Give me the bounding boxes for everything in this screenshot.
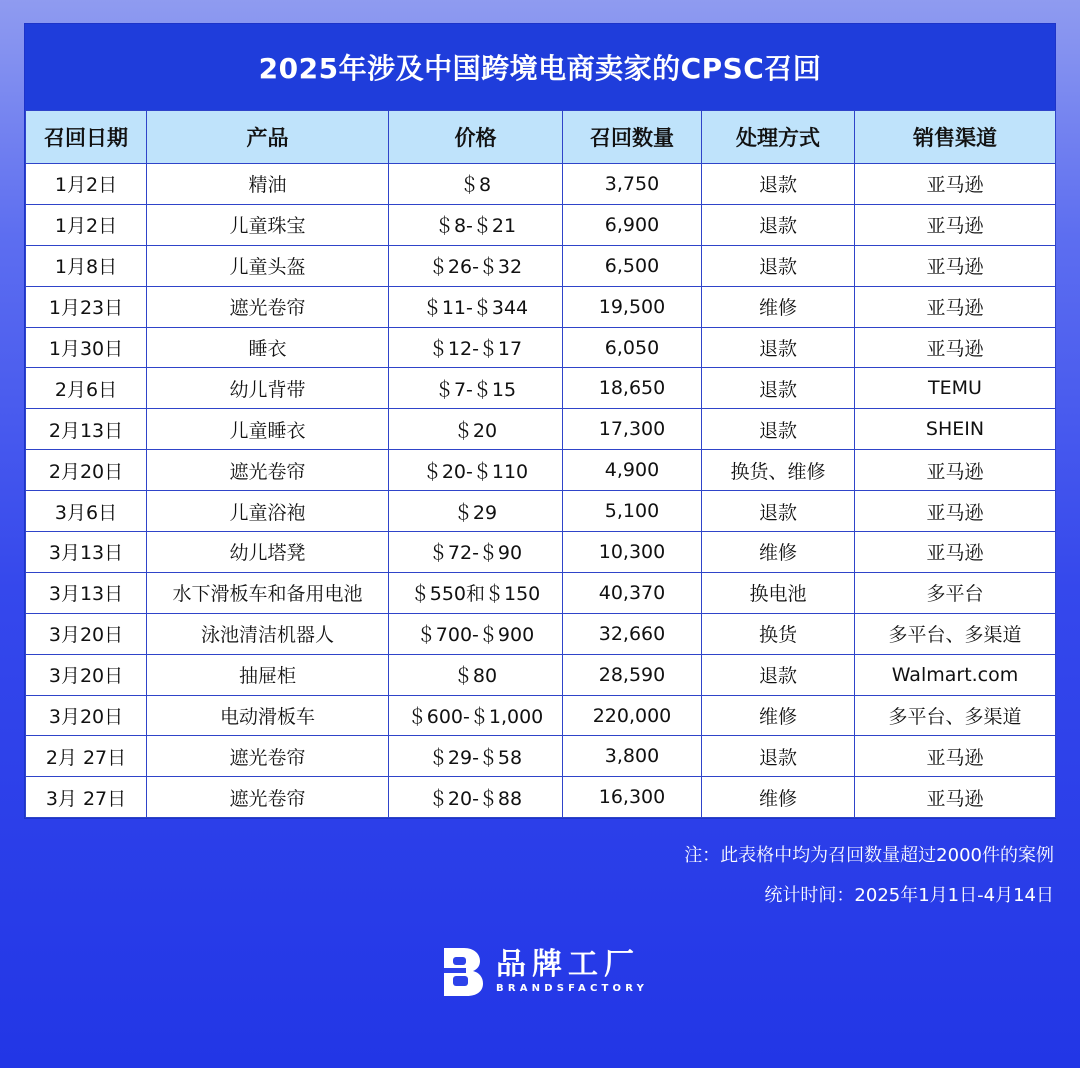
table-title: 2025年涉及中国跨境电商卖家的CPSC召回 [25, 24, 1055, 110]
notes [684, 836, 1054, 916]
cell-product: 抽屉柜 [147, 654, 389, 695]
cell-date: 3月20日 [26, 613, 147, 654]
cell-date: 3月20日 [26, 695, 147, 736]
cell-channel: 亚马逊 [855, 777, 1056, 818]
column-header-handling: 处理方式 [702, 111, 855, 164]
note-text: 注：此表格中均为召回数量超过2000件的案例 [684, 845, 1054, 866]
cell-product: 泳池清洁机器人 [147, 613, 389, 654]
cell-quantity: 4,900 [563, 450, 702, 491]
cell-date: 3月 27日 [26, 777, 147, 818]
cell-product: 儿童睡衣 [147, 409, 389, 450]
column-header-date: 召回日期 [26, 111, 147, 164]
cell-handling: 退款 [702, 491, 855, 532]
cell-price: ＄11-＄344 [389, 286, 563, 327]
cell-price: ＄29 [389, 491, 563, 532]
table-row [26, 532, 1056, 573]
cell-handling: 退款 [702, 409, 855, 450]
cell-price: ＄29-＄58 [389, 736, 563, 777]
cell-date: 3月13日 [26, 532, 147, 573]
cell-date: 2月20日 [26, 450, 147, 491]
cell-channel: 多平台、多渠道 [855, 613, 1056, 654]
table-row [26, 368, 1056, 409]
cell-product: 水下滑板车和备用电池 [147, 572, 389, 613]
cell-quantity: 16,300 [563, 777, 702, 818]
cell-product: 儿童珠宝 [147, 204, 389, 245]
cell-quantity: 17,300 [563, 409, 702, 450]
cell-handling: 换货 [702, 613, 855, 654]
cell-quantity: 10,300 [563, 532, 702, 573]
cell-price: ＄80 [389, 654, 563, 695]
cell-price: ＄20-＄88 [389, 777, 563, 818]
cell-price: ＄8 [389, 164, 563, 205]
cell-channel: 多平台 [855, 572, 1056, 613]
cell-product: 幼儿塔凳 [147, 532, 389, 573]
cell-quantity: 3,800 [563, 736, 702, 777]
cell-handling: 换电池 [702, 572, 855, 613]
table-row [26, 572, 1056, 613]
cell-quantity: 6,900 [563, 204, 702, 245]
cell-quantity: 28,590 [563, 654, 702, 695]
logo-text [496, 948, 648, 996]
table-row [26, 245, 1056, 286]
cell-product: 遮光卷帘 [147, 450, 389, 491]
cell-handling: 维修 [702, 695, 855, 736]
cell-date: 2月13日 [26, 409, 147, 450]
table-row [26, 491, 1056, 532]
cell-price: ＄20 [389, 409, 563, 450]
cell-handling: 退款 [702, 654, 855, 695]
cell-handling: 维修 [702, 532, 855, 573]
cell-date: 3月6日 [26, 491, 147, 532]
cell-channel: 亚马逊 [855, 736, 1056, 777]
cell-handling: 退款 [702, 368, 855, 409]
table-row [26, 613, 1056, 654]
cell-date: 1月30日 [26, 327, 147, 368]
cell-channel: TEMU [855, 368, 1056, 409]
cell-quantity: 40,370 [563, 572, 702, 613]
table-row [26, 286, 1056, 327]
cell-date: 2月6日 [26, 368, 147, 409]
column-header-product: 产品 [147, 111, 389, 164]
cell-product: 幼儿背带 [147, 368, 389, 409]
cell-channel: Walmart.com [855, 654, 1056, 695]
table-row [26, 736, 1056, 777]
cell-date: 3月13日 [26, 572, 147, 613]
cell-quantity: 6,050 [563, 327, 702, 368]
cell-channel: 亚马逊 [855, 327, 1056, 368]
cell-handling: 维修 [702, 777, 855, 818]
cell-channel: 亚马逊 [855, 491, 1056, 532]
table-row [26, 204, 1056, 245]
cell-date: 1月8日 [26, 245, 147, 286]
cell-price: ＄7-＄15 [389, 368, 563, 409]
cell-price: ＄26-＄32 [389, 245, 563, 286]
recall-table-card [24, 23, 1056, 819]
cell-channel: 亚马逊 [855, 245, 1056, 286]
cell-product: 电动滑板车 [147, 695, 389, 736]
table-row [26, 409, 1056, 450]
brand-logo [440, 944, 648, 1000]
cell-handling: 换货、维修 [702, 450, 855, 491]
cell-product: 儿童头盔 [147, 245, 389, 286]
cell-channel: 亚马逊 [855, 286, 1056, 327]
cell-quantity: 3,750 [563, 164, 702, 205]
cell-date: 2月 27日 [26, 736, 147, 777]
table-row [26, 654, 1056, 695]
cell-product: 精油 [147, 164, 389, 205]
header-row [26, 111, 1056, 164]
cell-product: 儿童浴袍 [147, 491, 389, 532]
cell-price: ＄600-＄1,000 [389, 695, 563, 736]
cell-channel: 亚马逊 [855, 532, 1056, 573]
cell-channel: 亚马逊 [855, 450, 1056, 491]
cell-channel: 亚马逊 [855, 204, 1056, 245]
table-row [26, 695, 1056, 736]
cell-price: ＄700-＄900 [389, 613, 563, 654]
cell-product: 睡衣 [147, 327, 389, 368]
brandsfactory-b-logo-icon [440, 946, 486, 998]
cell-quantity: 32,660 [563, 613, 702, 654]
recall-table [25, 110, 1056, 818]
cell-date: 3月20日 [26, 654, 147, 695]
cell-handling: 维修 [702, 286, 855, 327]
table-row [26, 164, 1056, 205]
cell-handling: 退款 [702, 204, 855, 245]
cell-channel: SHEIN [855, 409, 1056, 450]
cell-product: 遮光卷帘 [147, 777, 389, 818]
cell-quantity: 5,100 [563, 491, 702, 532]
cell-quantity: 6,500 [563, 245, 702, 286]
cell-date: 1月2日 [26, 204, 147, 245]
cell-handling: 退款 [702, 736, 855, 777]
column-header-price: 价格 [389, 111, 563, 164]
cell-quantity: 19,500 [563, 286, 702, 327]
cell-channel: 多平台、多渠道 [855, 695, 1056, 736]
table-row [26, 450, 1056, 491]
cell-quantity: 220,000 [563, 695, 702, 736]
table-row [26, 327, 1056, 368]
logo-english-name: BRANDSFACTORY [496, 983, 649, 994]
table-body [26, 164, 1056, 818]
cell-handling: 退款 [702, 245, 855, 286]
cell-channel: 亚马逊 [855, 164, 1056, 205]
cell-product: 遮光卷帘 [147, 736, 389, 777]
cell-product: 遮光卷帘 [147, 286, 389, 327]
table-row [26, 777, 1056, 818]
cell-date: 1月23日 [26, 286, 147, 327]
cell-price: ＄550和＄150 [389, 572, 563, 613]
logo-chinese-name: 品牌工厂 [496, 947, 640, 982]
cell-handling: 退款 [702, 327, 855, 368]
column-header-channel: 销售渠道 [855, 111, 1056, 164]
cell-quantity: 18,650 [563, 368, 702, 409]
cell-handling: 退款 [702, 164, 855, 205]
stat-period-text: 统计时间：2025年1月1日-4月14日 [764, 885, 1054, 906]
cell-price: ＄8-＄21 [389, 204, 563, 245]
cell-price: ＄12-＄17 [389, 327, 563, 368]
cell-price: ＄20-＄110 [389, 450, 563, 491]
column-header-quantity: 召回数量 [563, 111, 702, 164]
cell-price: ＄72-＄90 [389, 532, 563, 573]
cell-date: 1月2日 [26, 164, 147, 205]
